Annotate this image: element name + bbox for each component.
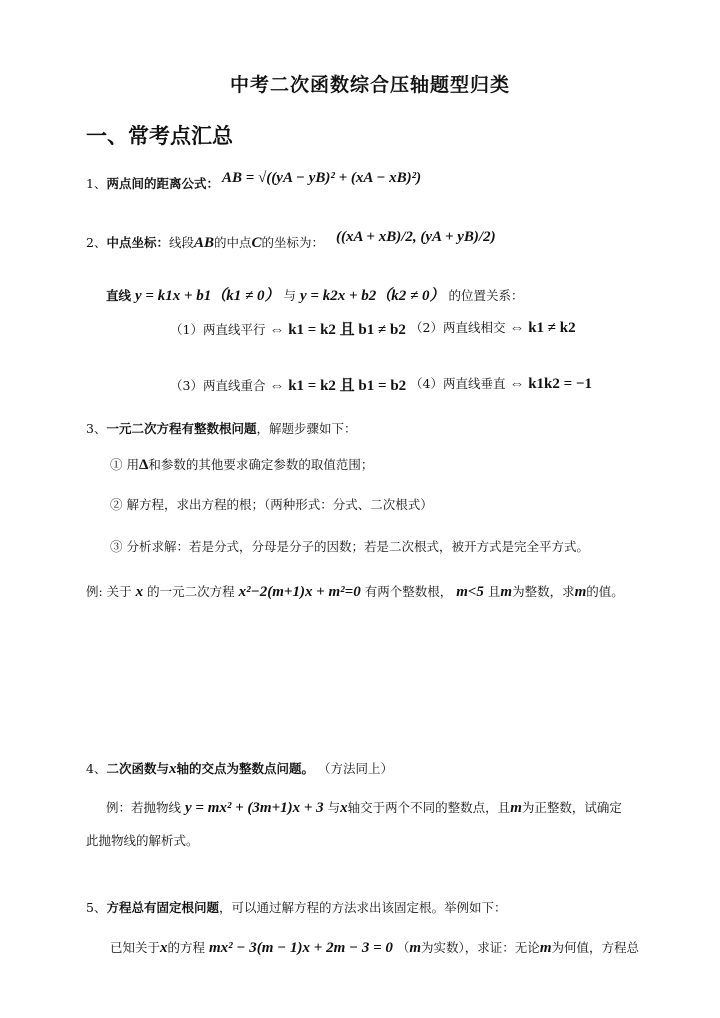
step-3: ③ 分析求解：若是分式，分母是分子的因数；若是二次根式，被开方式是完全平方式。 [110, 539, 589, 554]
item-4-note: （方法同上） [317, 761, 393, 776]
item-2 [86, 233, 324, 252]
example-4-mid: 与 [327, 800, 341, 815]
item-4-label-b: 轴的交点为整数点问题。 [176, 761, 314, 776]
item-5-label: 方程总有固定根问题 [106, 900, 219, 915]
example-3 [86, 582, 624, 601]
item-5-rest: ，可以通过解方程的方法求出该固定根。举例如下： [218, 900, 507, 915]
item-2-number: 2、 [86, 235, 107, 250]
case-perpendicular-math: ⇔ k1k2 = −1 [509, 376, 592, 392]
example-5-mid: 的方程 [167, 940, 206, 955]
item-1-number: 1、 [86, 176, 107, 191]
line-2-equation: y = k2x + b2（k2 ≠ 0） [299, 288, 445, 304]
item-1 [86, 174, 219, 192]
example-4-m: m [510, 800, 522, 816]
example-4-post-2: 为正整数，试确定 [521, 800, 622, 815]
section-heading: 一、常考点汇总 [86, 123, 233, 148]
step-1 [110, 455, 373, 474]
example-3-equation: x²−2(m+1)x + m²=0 [238, 584, 361, 600]
item-3-rest: ，解题步骤如下： [256, 421, 357, 436]
example-4-pre: 例：若抛物线 [106, 800, 182, 815]
example-3-post-1: 有两个整数根， [364, 584, 453, 599]
example-5-equation: mx² − 3(m − 1)x + 2m − 3 = 0 [209, 940, 393, 956]
example-3-pre: 例: 关于 [86, 584, 132, 599]
step-1-post: 和参数的其他要求确定参数的取值范围； [148, 457, 374, 472]
item-5-number: 5、 [86, 900, 107, 915]
distance-formula [222, 170, 421, 187]
example-3-post-2: 且 [487, 584, 501, 599]
midpoint-formula-text: ((xA + xB)/2, (yA + yB)/2) [336, 229, 496, 245]
example-4-post: 轴交于两个不同的整数点，且 [347, 800, 511, 815]
example-5 [110, 938, 639, 957]
item-2-point: C [251, 235, 262, 251]
example-5-x: x [160, 940, 168, 956]
case-intersect-label: （2）两直线相交 [410, 320, 506, 335]
step-1-delta: Δ [138, 457, 149, 473]
case-coincide [170, 374, 406, 395]
item-2-text-1: 线段 [168, 235, 194, 250]
example-4-x: x [340, 800, 348, 816]
example-3-var: x [135, 584, 144, 600]
example-4 [106, 798, 622, 817]
lines-intro-pre: 直线 [106, 288, 132, 303]
item-1-label: 两点间的距离公式： [106, 176, 219, 191]
example-3-post-4: 的值。 [586, 584, 624, 599]
midpoint-formula [336, 229, 496, 246]
case-coincide-label: （3）两直线重合 [170, 378, 266, 393]
item-2-segment: AB [193, 235, 214, 251]
step-2: ② 解方程，求出方程的根；（两种形式：分式、二次根式） [110, 497, 433, 512]
example-4-equation: y = mx² + (3m+1)x + 3 [185, 800, 324, 816]
distance-formula-text: AB = √((yA − yB)² + (xA − xB)²) [222, 170, 422, 186]
case-coincide-math: ⇔ k1 = k2 且 b1 = b2 [269, 378, 407, 394]
item-2-text-3: 的坐标为： [261, 235, 325, 250]
item-5 [86, 898, 506, 916]
case-perpendicular-label: （4）两直线垂直 [410, 376, 506, 391]
example-5-m: m [409, 940, 422, 956]
example-5-paren-post: 为实数），求证：无论 [421, 940, 540, 955]
case-parallel-math: ⇔ k1 = k2 且 b1 ≠ b2 [269, 322, 406, 338]
example-3-m-2: m [574, 584, 587, 600]
case-intersect [410, 318, 576, 337]
item-2-label: 中点坐标： [106, 235, 169, 250]
example-3-condition: m<5 [456, 584, 484, 600]
lines-intro-post: 的位置关系： [448, 288, 524, 303]
example-5-pre: 已知关于 [110, 940, 161, 955]
example-5-m-2: m [539, 940, 552, 956]
case-perpendicular [410, 374, 592, 393]
item-4-number: 4、 [86, 761, 107, 776]
page-title: 中考二次函数综合压轴题型归类 [230, 74, 511, 96]
example-3-post-3: 为整数，求 [512, 584, 575, 599]
lines-intro [106, 284, 523, 305]
example-3-m: m [500, 584, 513, 600]
item-4 [86, 759, 393, 778]
example-5-post: 为何值，方程总 [551, 940, 639, 955]
line-1-equation: y = k1x + b1（k1 ≠ 0） [135, 288, 280, 304]
example-4-line-2: 此抛物线的解析式。 [86, 833, 199, 848]
example-5-paren-pre: （ [396, 940, 410, 955]
item-3-number: 3、 [86, 421, 107, 436]
item-3-label: 一元二次方程有整数根问题 [106, 421, 257, 436]
example-3-mid: 的一元二次方程 [147, 584, 235, 599]
item-2-text-2: 的中点 [214, 235, 252, 250]
step-1-pre: ① 用 [110, 457, 139, 472]
case-intersect-math: ⇔ k1 ≠ k2 [509, 320, 576, 336]
item-4-x: x [168, 761, 177, 777]
item-3 [86, 419, 356, 437]
item-4-label-a: 二次函数与 [106, 761, 169, 776]
case-parallel-label: （1）两直线平行 [170, 322, 266, 337]
lines-intro-mid: 与 [283, 288, 296, 303]
case-parallel [170, 318, 406, 339]
